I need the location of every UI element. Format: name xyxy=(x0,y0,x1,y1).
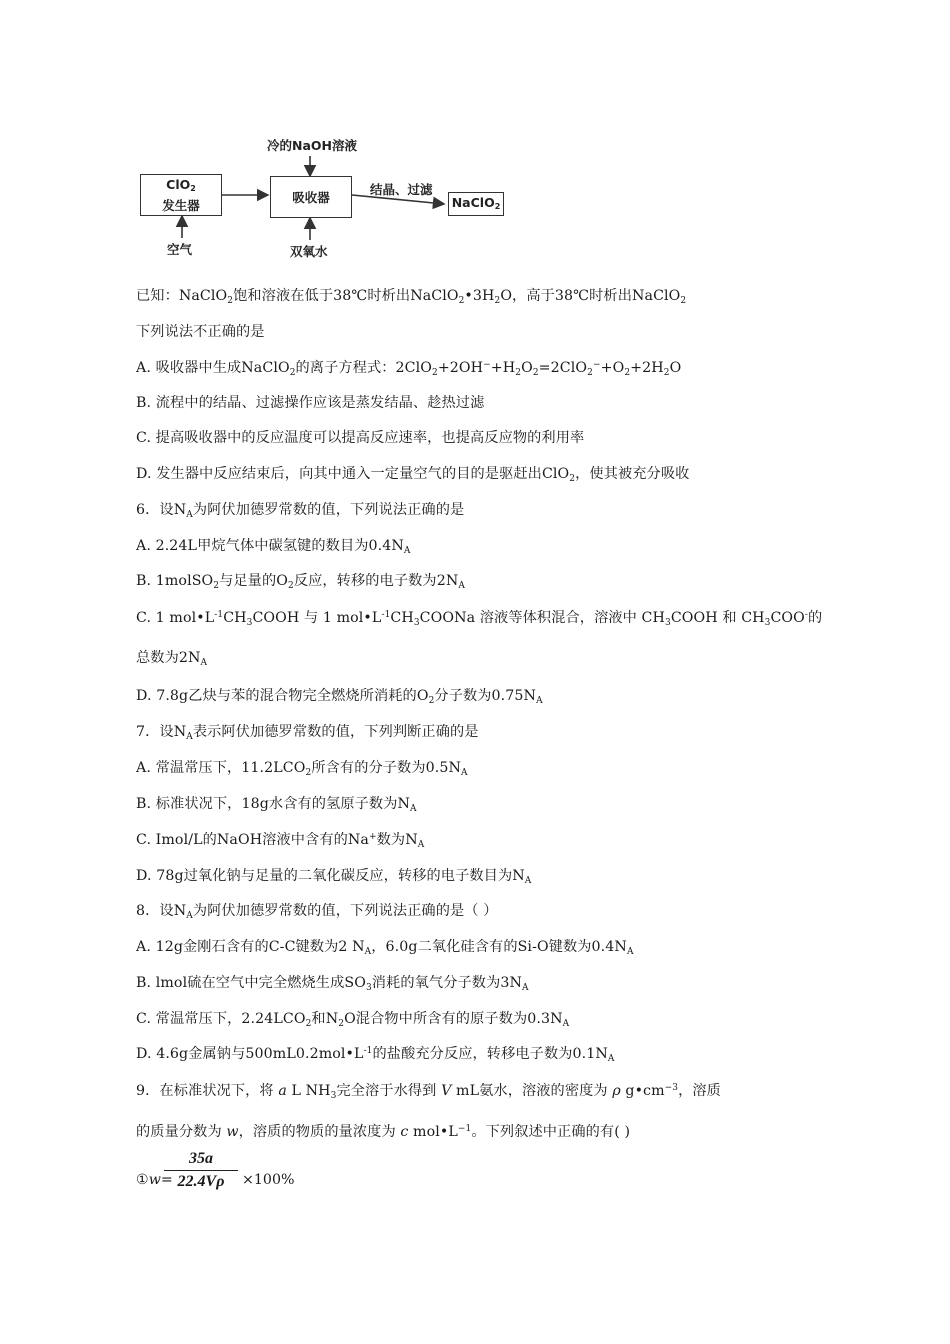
cold-naoh-label: 冷的NaOH溶液 xyxy=(267,138,357,153)
q9-stem-line2: 的质量分数为 w，溶质的物质的量浓度为 c $mol•L^{-1}$。下列叙述中正确的有( ) xyxy=(136,1124,631,1140)
q6-option-b: B. 1molSO$_2$与足量的$O_2$反应，转移的电子数为$2N_A$ xyxy=(136,573,465,591)
q7-option-b: B. 标准状况下，18g水含有的氢原子数为$N_A$ xyxy=(136,796,417,814)
generator-box: ClO$_2$ 发生器 xyxy=(140,174,222,216)
q6-stem: 6．设$N_A$为阿伏加德罗常数的值，下列说法正确的是 xyxy=(136,502,465,520)
q6-option-d: D. 7.8g乙炔与苯的混合物完全燃烧所消耗的$O_2$分子数为$0.75N_A$ xyxy=(136,688,543,706)
known-condition: 已知：NaClO$_2$饱和溶液在低于38℃时析出$NaClO_2•3H_2O$，高于38℃时析出NaClO$_2$ xyxy=(136,288,687,306)
q6-option-c-line2: 总数为$2N_A$ xyxy=(136,650,208,668)
q9-statement-1-formula xyxy=(136,1148,336,1200)
q6-option-c-line1: C. 1 $mol•L^{-1}CH_3COOH$ 与 1 $mol•L^{-1}CH_3COONa$ 溶液等体积混合，溶液中 $CH_3COOH$ 和 $CH_3COO^-$的 xyxy=(136,610,823,628)
formula-fraction xyxy=(162,1148,240,1193)
generator-label-line2: 发生器 xyxy=(162,198,200,213)
q5-option-a: A. 吸收器中生成NaClO$_2$的离子方程式：$2ClO_2+2OH^-+H_2O_2=2ClO_2^-+O_2+2H_2O$ xyxy=(136,360,682,378)
q8-option-d: D. 4.6g金属钠与$500mL0.2mol•L^{-1}$的盐酸充分反应，转移电子数为$0.1N_A$ xyxy=(136,1046,615,1064)
q5-option-b: B. 流程中的结晶、过滤操作应该是蒸发结晶、趁热过滤 xyxy=(136,395,485,411)
product-box xyxy=(448,192,504,216)
q5-option-d: D. 发生器中反应结束后，向其中通入一定量空气的目的是驱赶出ClO$_2$，使其被充分吸收 xyxy=(136,466,690,484)
absorber-label: 吸收器 xyxy=(292,189,330,205)
formula-suffix: ×100% xyxy=(242,1172,295,1188)
process-flowchart xyxy=(130,128,530,268)
generator-label-line1: ClO xyxy=(166,177,191,192)
hydrogen-peroxide-label: 双氧水 xyxy=(290,244,328,259)
q7-option-d: D. 78g过氧化钠与足量的二氧化碳反应，转移的电子数目为$N_A$ xyxy=(136,868,532,886)
q8-option-b: B. lmol硫在空气中完全燃烧生成$SO_3$消耗的氧气分子数为$3N_A$ xyxy=(136,975,529,993)
product-label: NaClO$_2$ xyxy=(451,194,501,211)
q8-option-c: C. 常温常压下，$2.24LCO_2$和$N_2O$混合物中所含有的原子数为$0.3N_A$ xyxy=(136,1011,570,1029)
formula-denominator: 22.4Vρ xyxy=(177,1173,225,1190)
q7-option-c: C. Imol/L的NaOH溶液中含有的Na+数为$N_A$ xyxy=(136,832,425,850)
q5-stem: 下列说法不正确的是 xyxy=(136,324,265,340)
q8-option-a: A. 12g金刚石含有的C-C键数为2 $N_A$，6.0g二氧化硅含有的Si-O键数为$0.4N_A$ xyxy=(136,939,634,957)
air-label: 空气 xyxy=(167,242,193,257)
formula-numerator: 35a xyxy=(189,1150,213,1167)
crystallize-filter-label: 结晶、过滤 xyxy=(370,182,433,197)
q7-stem: 7．设$N_A$表示阿伏加德罗常数的值，下列判断正确的是 xyxy=(136,724,479,742)
formula-prefix: ①w= xyxy=(136,1172,173,1188)
absorber-box xyxy=(270,176,352,218)
q7-option-a: A. 常温常压下，$11.2LCO_2$所含有的分子数为$0.5N_A$ xyxy=(136,760,468,778)
q6-option-a: A. 2.24L甲烷气体中碳氢键的数目为$0.4N_A$ xyxy=(136,538,411,556)
q8-stem: 8．设$N_A$为阿伏加德罗常数的值，下列说法正确的是（ ） xyxy=(136,903,498,921)
q5-option-c: C. 提高吸收器中的反应温度可以提高反应速率，也提高反应物的利用率 xyxy=(136,430,585,446)
q9-stem-line1: 9．在标准状况下，将 a L $NH_3$完全溶于水得到 V mL氨水，溶液的密度为 ρ $g•cm^{-3}$，溶质 xyxy=(136,1083,721,1101)
